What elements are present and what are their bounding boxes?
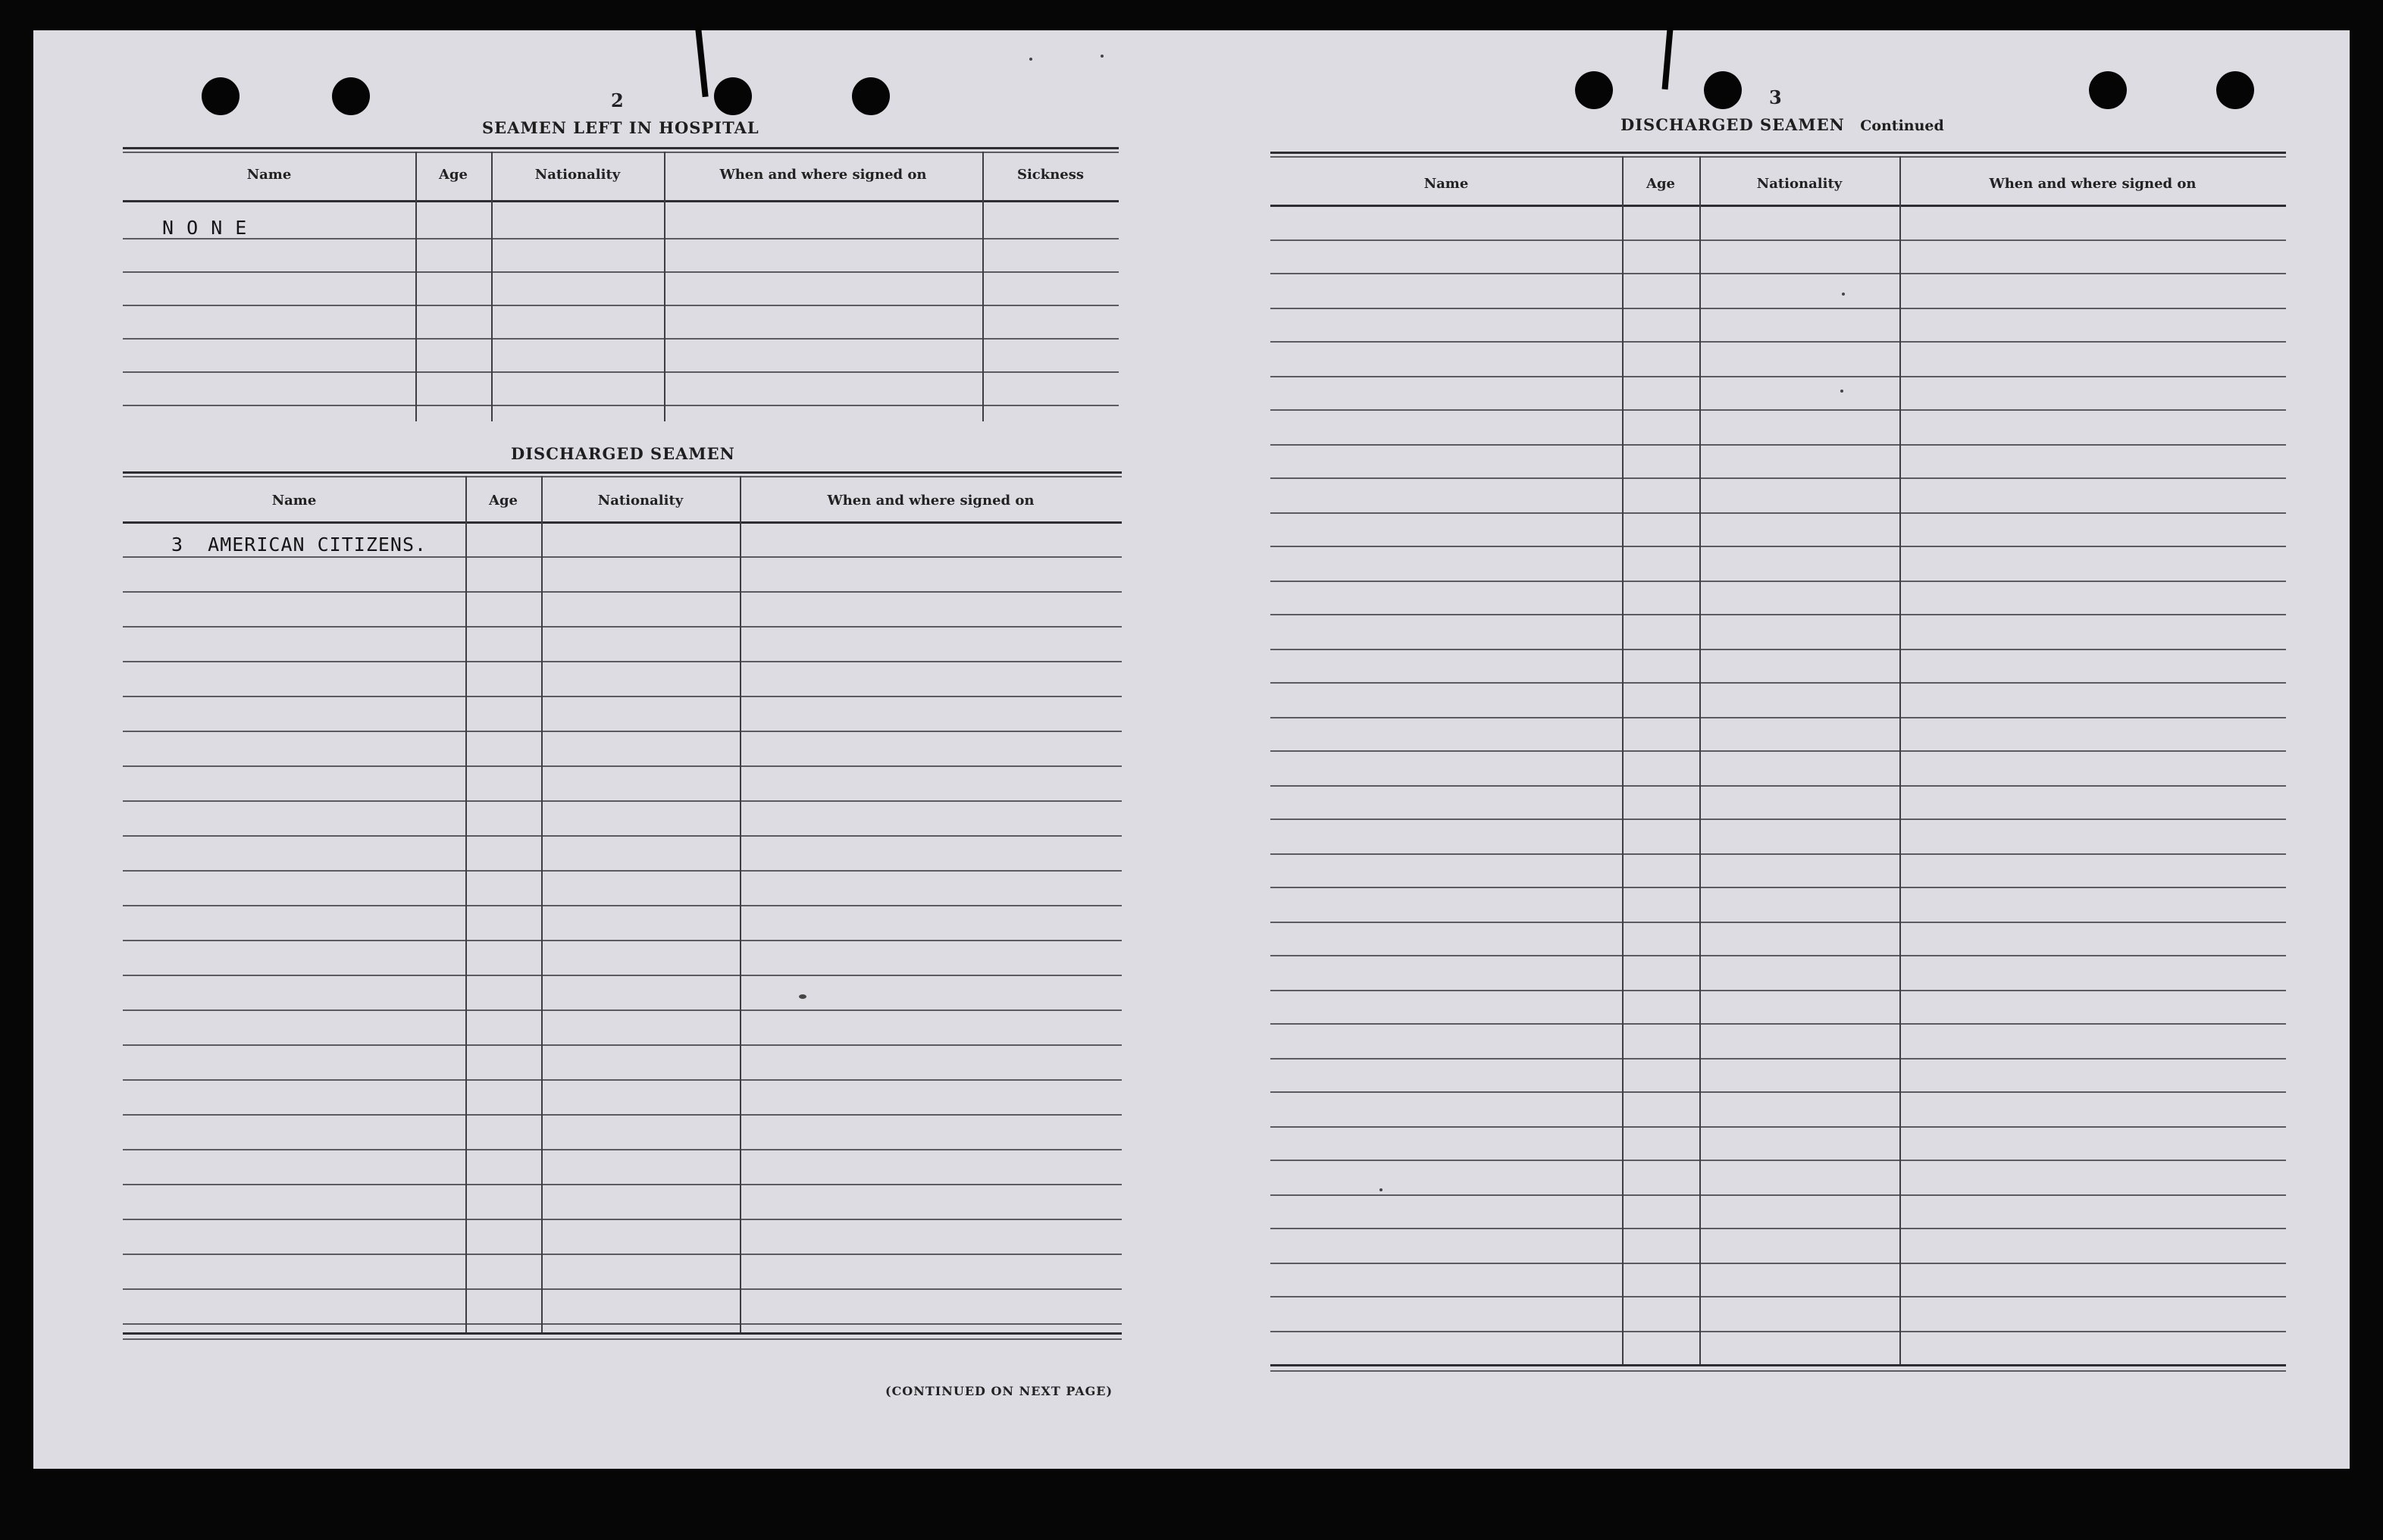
- table-rule: [123, 940, 1122, 941]
- column-divider: [465, 476, 467, 1332]
- punch-hole: [2089, 71, 2127, 109]
- table-rule: [1270, 341, 2286, 343]
- punch-hole: [332, 77, 370, 115]
- column-header-age: Age: [1646, 176, 1675, 192]
- continued-note: (CONTINUED ON NEXT PAGE): [885, 1384, 1113, 1398]
- table-rule: [123, 1044, 1122, 1046]
- punch-hole: [852, 77, 890, 115]
- table-rule: [123, 975, 1122, 976]
- punch-hole: [2216, 71, 2254, 109]
- table-rule: [123, 835, 1122, 837]
- discharged-continued-title: [1621, 115, 1944, 134]
- table-rule: [123, 1219, 1122, 1220]
- table-rule: [123, 905, 1122, 906]
- table-rule: [123, 305, 1119, 306]
- column-header-name: Name: [1423, 176, 1469, 192]
- table-rule: [1270, 614, 2286, 615]
- punch-hole: [714, 77, 752, 115]
- punch-hole: [1575, 71, 1613, 109]
- table-rule: [1270, 376, 2286, 377]
- column-header-name: Name: [246, 167, 292, 183]
- punch-hole: [202, 77, 240, 115]
- column-divider: [541, 476, 543, 1332]
- table-rule: [123, 626, 1122, 628]
- table-rule: [1270, 1364, 2286, 1366]
- scan-speck: [799, 994, 806, 999]
- column-divider: [1699, 156, 1701, 1364]
- table-rule: [1270, 682, 2286, 684]
- table-rule: [123, 147, 1119, 149]
- table-rule: [1270, 922, 2286, 923]
- table-rule: [1270, 1160, 2286, 1161]
- column-divider: [1622, 156, 1624, 1364]
- table-rule: [1270, 1091, 2286, 1093]
- discharged-table: [123, 471, 1122, 1373]
- table-rule: [1270, 955, 2286, 956]
- table-rule: [1270, 1263, 2286, 1264]
- section-title: DISCHARGED SEAMEN: [1621, 115, 1845, 134]
- scan-speck: [1101, 55, 1104, 58]
- table-rule: [1270, 887, 2286, 888]
- column-divider: [1899, 156, 1901, 1364]
- table-rule: [1270, 1058, 2286, 1060]
- table-rule: [1270, 1296, 2286, 1297]
- table-rule: [123, 870, 1122, 872]
- table-rule: [1270, 853, 2286, 855]
- scan-speck: [1842, 293, 1845, 296]
- table-rule: [123, 1149, 1122, 1150]
- table-rule: [123, 152, 1119, 153]
- table-rule: [123, 1254, 1122, 1255]
- table-rule: [123, 1338, 1122, 1340]
- scan-speck: [1029, 58, 1032, 61]
- table-rule: [123, 731, 1122, 732]
- discharged-entry: 3 AMERICAN CITIZENS.: [171, 534, 427, 556]
- table-rule: [1270, 717, 2286, 718]
- table-rule: [123, 405, 1119, 406]
- table-rule: [1270, 409, 2286, 411]
- punch-hole: [1704, 71, 1742, 109]
- table-rule: [123, 1114, 1122, 1116]
- scan-speck: [1840, 390, 1843, 393]
- column-header-nationality: Nationality: [597, 493, 684, 509]
- table-rule: [123, 371, 1119, 373]
- column-header-name: Name: [271, 493, 317, 509]
- table-rule: [1270, 273, 2286, 274]
- table-rule: [123, 1332, 1122, 1335]
- column-header-age: Age: [438, 167, 468, 183]
- column-header-signed-on: When and where signed on: [827, 493, 1035, 509]
- table-rule: [1270, 444, 2286, 446]
- table-rule: [1270, 512, 2286, 514]
- table-rule: [123, 800, 1122, 802]
- table-rule: [123, 471, 1122, 474]
- table-rule: [1270, 477, 2286, 479]
- column-divider: [491, 152, 493, 421]
- column-header-sickness: Sickness: [1016, 167, 1085, 183]
- table-rule: [123, 521, 1122, 524]
- table-rule: [123, 765, 1122, 767]
- column-header-signed-on: When and where signed on: [719, 167, 927, 183]
- table-rule: [1270, 308, 2286, 309]
- page-number: 2: [611, 89, 624, 111]
- table-rule: [1270, 239, 2286, 241]
- column-header-nationality: Nationality: [1756, 176, 1843, 192]
- table-rule: [1270, 581, 2286, 582]
- table-rule: [123, 200, 1119, 202]
- column-header-age: Age: [488, 493, 518, 509]
- table-rule: [1270, 1194, 2286, 1196]
- column-header-nationality: Nationality: [534, 167, 621, 183]
- table-rule: [1270, 1023, 2286, 1025]
- column-header-signed-on: When and where signed on: [1989, 176, 2197, 192]
- hospital-entry: N O N E: [162, 217, 248, 239]
- column-divider: [664, 152, 665, 421]
- table-rule: [1270, 152, 2286, 154]
- table-rule: [123, 661, 1122, 662]
- table-rule: [123, 1184, 1122, 1185]
- table-rule: [1270, 546, 2286, 547]
- table-rule: [123, 476, 1122, 477]
- hospital-table: [123, 147, 1119, 427]
- table-rule: [123, 338, 1119, 340]
- section-title-suffix: Continued: [1860, 117, 1944, 134]
- table-rule: [1270, 205, 2286, 207]
- table-rule: [1270, 1370, 2286, 1372]
- table-rule: [1270, 750, 2286, 752]
- table-rule: [123, 1009, 1122, 1011]
- table-rule: [1270, 1331, 2286, 1332]
- scan-speck: [1379, 1188, 1383, 1191]
- discharged-continued-table: [1270, 152, 2286, 1376]
- table-rule: [1270, 1228, 2286, 1229]
- column-divider: [415, 152, 417, 421]
- table-rule: [1270, 990, 2286, 991]
- table-rule: [123, 591, 1122, 593]
- table-rule: [123, 556, 1122, 558]
- column-divider: [740, 476, 741, 1332]
- table-rule: [123, 271, 1119, 273]
- table-rule: [123, 1079, 1122, 1081]
- table-rule: [123, 238, 1119, 239]
- table-rule: [1270, 156, 2286, 158]
- table-rule: [123, 1323, 1122, 1325]
- table-rule: [1270, 819, 2286, 820]
- table-rule: [1270, 649, 2286, 650]
- column-divider: [982, 152, 984, 421]
- hospital-section-title: SEAMEN LEFT IN HOSPITAL: [482, 118, 759, 137]
- table-rule: [1270, 785, 2286, 787]
- page-number: 3: [1769, 86, 1782, 108]
- table-rule: [123, 1288, 1122, 1290]
- table-rule: [123, 696, 1122, 697]
- table-rule: [1270, 1126, 2286, 1128]
- discharged-section-title: DISCHARGED SEAMEN: [511, 444, 735, 463]
